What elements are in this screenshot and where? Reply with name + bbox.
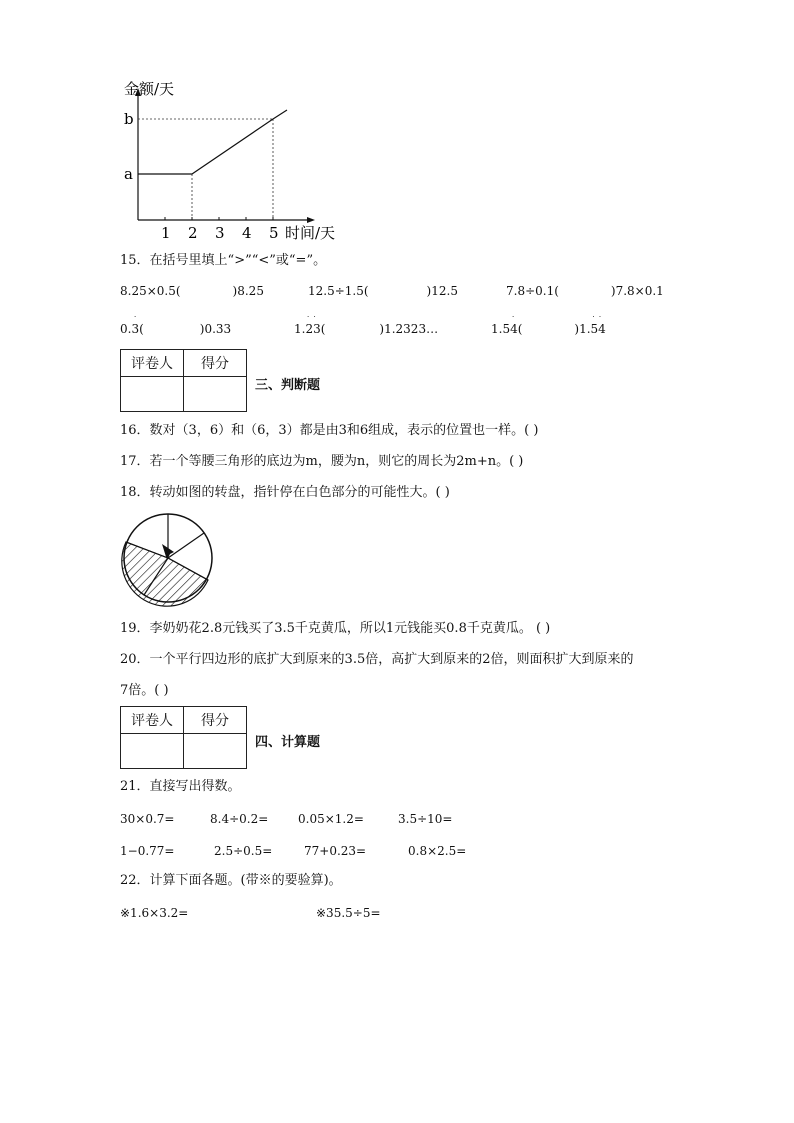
- q22-item-2: ※35.5÷5=: [316, 906, 381, 920]
- q21-r1-c3: 0.05×1.2=: [298, 812, 364, 826]
- q21-title: 21．直接写出得数。: [120, 779, 241, 794]
- x-tick-label-1: 1: [161, 224, 171, 242]
- q21-r2-c3: 77+0.23=: [304, 844, 367, 858]
- spinner-diagram: [120, 512, 216, 608]
- q15-item-4: 0.3 · ( )0.33: [120, 313, 232, 336]
- y-tick-a: a: [124, 165, 133, 183]
- q20-line1: 20．一个平行四边形的底扩大到原来的3.5倍，高扩大到原来的2倍，则面积扩大到原来的: [120, 652, 634, 667]
- q18: 18．转动如图的转盘，指针停在白色部分的可能性大。( ): [120, 485, 450, 500]
- q15-item-1-left: 8.25×0.5(: [120, 284, 181, 298]
- q21-r2-c4: 0.8×2.5=: [408, 844, 467, 858]
- repeating-decimal-b: 1.23 · ·: [294, 313, 321, 336]
- y-tick-b: b: [124, 110, 134, 128]
- score-table-header-score: 得分: [184, 350, 247, 377]
- repeating-decimal-c: 1.54 ·: [491, 313, 518, 336]
- x-tick-label-5: 5: [269, 224, 279, 242]
- x-tick-label-2: 2: [188, 224, 198, 242]
- q15-item-6: 1.54 · ( )1.54 · ·: [491, 313, 606, 336]
- q15-item-3-left: 7.8÷0.1(: [506, 284, 559, 298]
- q21-r2-c2: 2.5÷0.5=: [214, 844, 273, 858]
- q22-item-1: ※1.6×3.2=: [120, 906, 189, 920]
- grader-cell[interactable]: [121, 377, 184, 412]
- q19: 19．李奶奶花2.8元钱买了3.5千克黄瓜，所以1元钱能买0.8千克黄瓜。 ( ): [120, 621, 551, 636]
- q20-line2: 7倍。( ): [120, 683, 169, 698]
- x-axis-arrow: [307, 217, 315, 223]
- score-table-2: [120, 706, 247, 769]
- line-chart: [110, 76, 350, 244]
- score-table-header-grader: 评卷人: [121, 350, 184, 377]
- x-tick-label-3: 3: [215, 224, 225, 242]
- divider-2: [168, 533, 204, 558]
- q15-item-2: [308, 283, 458, 299]
- q15-item-2-right: )12.5: [426, 284, 458, 298]
- score-table-2-header-score: 得分: [184, 707, 247, 734]
- q15-title: 15．在括号里填上“>”“<”或“=”。: [120, 253, 327, 268]
- score-table-1: [120, 349, 247, 412]
- q15-item-3-right: )7.8×0.1: [610, 284, 664, 298]
- q21-r2-c1: 1−0.77=: [120, 844, 175, 858]
- y-axis-label: 金额/天: [124, 80, 175, 98]
- q21-r1-c1: 30×0.7=: [120, 812, 175, 826]
- q15-item-1: [120, 283, 264, 299]
- q21-r1-c2: 8.4÷0.2=: [210, 812, 269, 826]
- score-cell[interactable]: [184, 377, 247, 412]
- q16: 16．数对（3，6）和（6，3）都是由3和6组成，表示的位置也一样。( ): [120, 423, 539, 438]
- section-4-title: 四、计算题: [255, 735, 321, 750]
- q15-item-3: [506, 283, 664, 299]
- q21-r1-c4: 3.5÷10=: [398, 812, 453, 826]
- x-axis-label: 时间/天: [285, 224, 336, 242]
- q15-item-5: 1.23 · · ( )1.2323…: [294, 313, 439, 336]
- x-tick-label-4: 4: [242, 224, 252, 242]
- repeating-decimal-a: 0.3 ·: [120, 313, 140, 336]
- q22-title: 22．计算下面各题。(带※的要验算)。: [120, 873, 342, 888]
- repeating-decimal-c-right: )1.54 · ·: [574, 313, 606, 336]
- q15-item-2-left: 12.5÷1.5(: [308, 284, 369, 298]
- q15-item-1-right: )8.25: [232, 284, 264, 298]
- score-table-2-header-grader: 评卷人: [121, 707, 184, 734]
- series-line: [138, 110, 287, 174]
- q17: 17．若一个等腰三角形的底边为m，腰为n，则它的周长为2m+n。( ): [120, 454, 524, 469]
- grader-cell-2[interactable]: [121, 734, 184, 769]
- section-3-title: 三、判断题: [255, 378, 321, 393]
- score-cell-2[interactable]: [184, 734, 247, 769]
